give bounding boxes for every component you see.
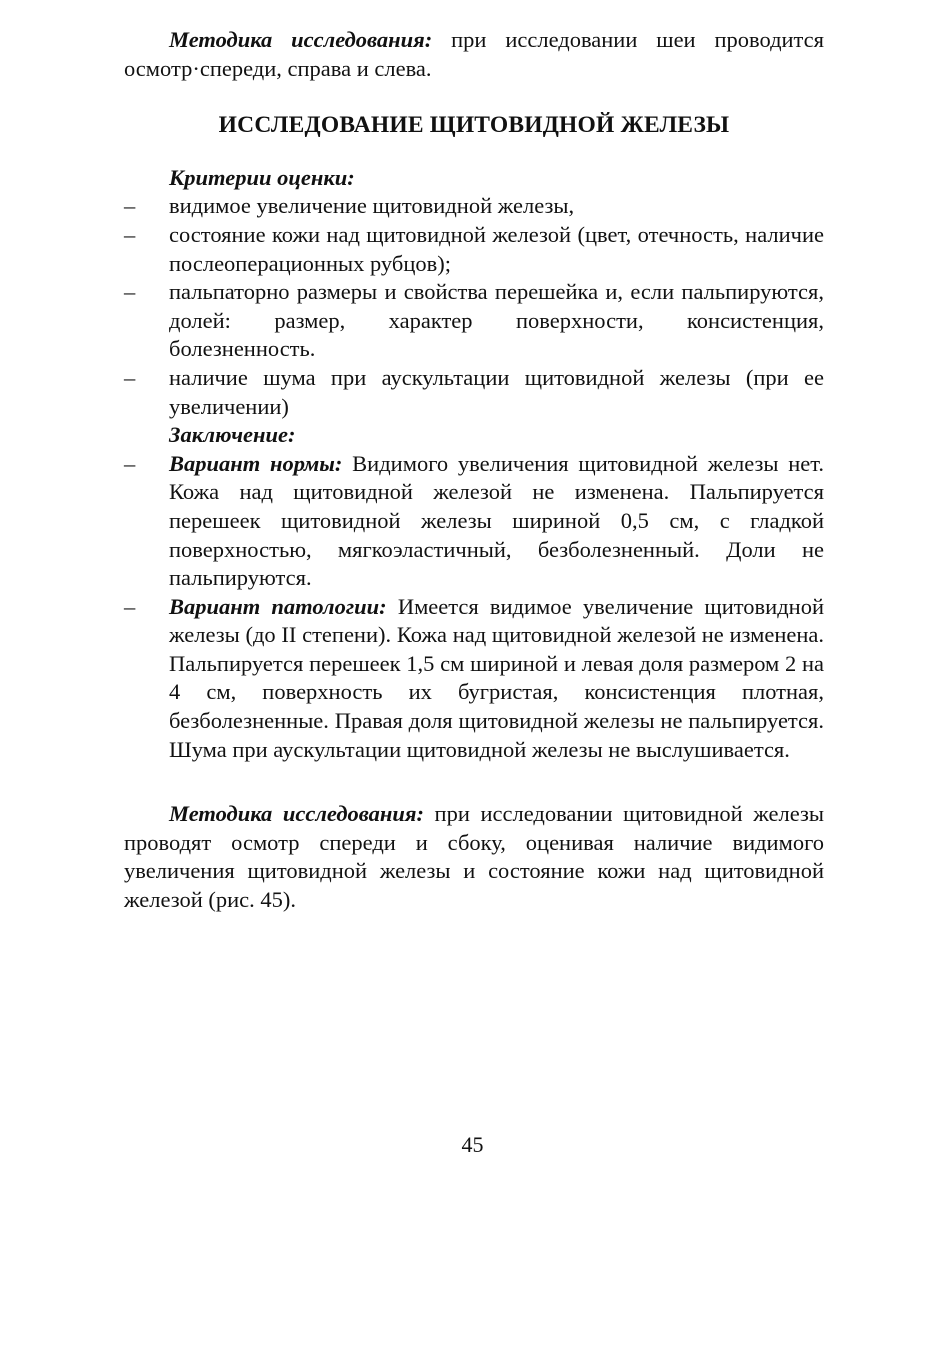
variant-label: Вариант нормы:	[169, 450, 343, 476]
conclusion-list	[124, 450, 824, 765]
criteria-list	[124, 192, 824, 421]
method-paragraph-neck	[124, 26, 824, 83]
criteria-item-text: наличие шума при аускультации щитовидной железы (при ее увеличении)	[169, 364, 824, 419]
criteria-item-text: состояние кожи над щитовидной железой (цвет, отечность, наличие послеоперационных рубцов);	[169, 221, 824, 276]
criteria-item-text: пальпаторно размеры и свойства перешейка и, если пальпируются, долей: размер, характер поверхности, консистенция, болезненность.	[169, 279, 824, 362]
criteria-item	[124, 221, 824, 278]
conclusion-item-pathology	[124, 593, 824, 765]
criteria-item	[124, 278, 824, 364]
conclusion-item-norm	[124, 450, 824, 593]
page-content	[124, 26, 824, 915]
criteria-item-text: видимое увеличение щитовидной железы,	[169, 193, 575, 219]
dash-bullet: –	[124, 364, 136, 390]
variant-label: Вариант патологии:	[169, 593, 387, 619]
method-label: Методика исследования:	[169, 27, 433, 52]
method-text: при исследовании шеи проводится осмотр·спереди, справа и слева.	[124, 27, 825, 81]
page-number: 45	[461, 1132, 484, 1157]
conclusion-title: Заключение:	[169, 422, 296, 448]
criteria-item	[124, 192, 824, 221]
dash-bullet: –	[124, 593, 136, 619]
criteria-title: Критерии оценки:	[169, 164, 355, 190]
method-text: при исследовании щитовидной железы проводят осмотр спереди и сбоку, оценивая наличие видимого увеличения щитовидной железы и состояние кожи над щитовидной железой (рис. 45).	[124, 801, 824, 913]
method-label: Методика исследования:	[169, 801, 424, 827]
dash-bullet: –	[124, 450, 136, 476]
dash-bullet: –	[124, 221, 136, 247]
method-paragraph-thyroid	[124, 800, 824, 914]
criteria-item	[124, 364, 824, 421]
dash-bullet: –	[124, 193, 136, 219]
variant-text: Имеется видимое увеличение щитовидной железы (до II степени). Кожа над щитовидной железой не изменена. Пальпируется перешеек 1,5 см шириной и левая доля размером 2 на 4 см, поверхность их бугристая, консистенция плотная, безболезненные. Правая доля щитовидной железы не пальпируется. Шума при аускультации щитовидной железы не выслушивается.	[169, 593, 824, 762]
dash-bullet: –	[124, 279, 136, 305]
section-heading: ИССЛЕДОВАНИЕ ЩИТОВИДНОЙ ЖЕЛЕЗЫ	[218, 112, 730, 139]
variant-text: Видимого увеличения щитовидной железы нет. Кожа над щитовидной железой не изменена. Пальпируется перешеек щитовидной железы шириной 0,5 см, с гладкой поверхностью, мягкоэластичный, безболезненный. Доли не пальпируются.	[169, 450, 825, 591]
